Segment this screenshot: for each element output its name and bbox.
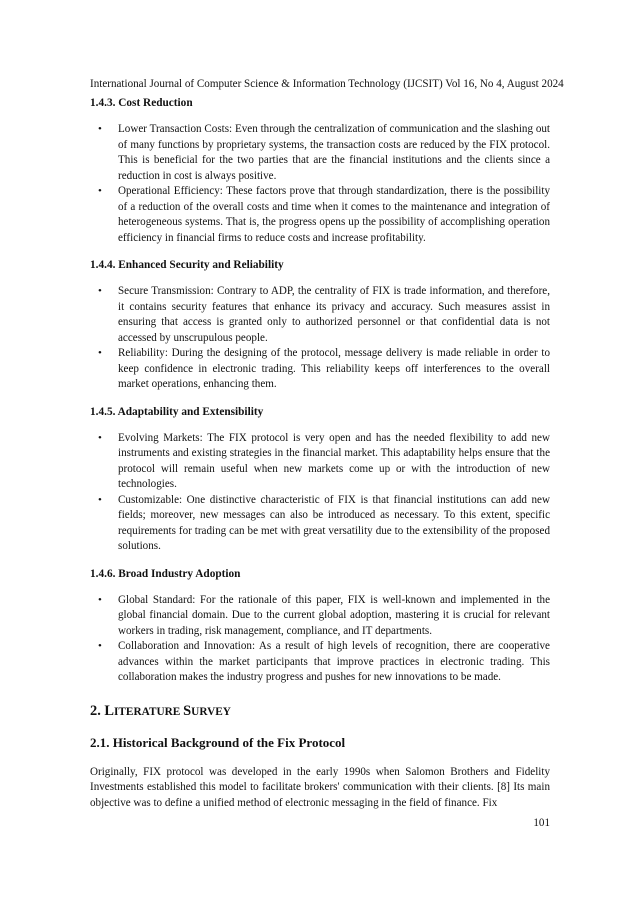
subsection-heading-1-4-5: 1.4.5. Adaptability and Extensibility [90, 405, 264, 418]
subsection-heading-1-4-3: 1.4.3. Cost Reduction [90, 97, 193, 109]
bullet-dot-icon: • [98, 593, 102, 606]
subsection-heading-1-4-4: 1.4.4. Enhanced Security and Reliability [90, 259, 284, 271]
list-item-text: Global Standard: For the rationale of this paper, FIX is well-known and implemented in the global financial domain. Due to the current global adoption, mastering it is crucial for relevant workers in trading, risk management, compliance, and IT departments. [118, 593, 550, 637]
bullet-dot-icon: • [98, 493, 102, 506]
bullet-list-1-4-6 [90, 593, 550, 686]
list-item [90, 184, 550, 246]
bullet-dot-icon: • [98, 185, 102, 197]
section-title-smallcaps: URVEY [191, 705, 231, 718]
list-item [90, 284, 550, 346]
list-item-text: Reliability: During the designing of the protocol, message delivery is made reliable in order to keep confidence in electronic trading. This reliability keeps off interferences to the overall market operations, enhancing them. [118, 347, 550, 390]
section-title-initial: L [104, 702, 114, 719]
bullet-dot-icon: • [98, 431, 102, 444]
section-number: 2. [90, 702, 105, 719]
list-item-text: Customizable: One distinctive characteristic of FIX is that financial institutions can add new fields; moreover, new messages can also be introduced as necessary. To this extent, specific requirements for trading can be met with great versatility due to the extensibility of the proposed solutions. [118, 493, 550, 552]
list-item [90, 122, 550, 184]
list-item-text: Collaboration and Innovation: As a result of high levels of recognition, there are cooperative advances within the market participants that improve practices in electronic trading. This collaboration makes the industry progress and pushes for new innovations to be made. [118, 640, 550, 683]
page-number: 101 [533, 817, 550, 829]
list-item [90, 493, 550, 555]
body-paragraph: Originally, FIX protocol was developed in the early 1990s when Salomon Brothers and Fidelity Investments established this model to facilitate brokers' communication with their clients. [8] Its main objective was to define a unified method of electronic messaging in the field of finance. Fix [90, 765, 550, 809]
list-item-text: Lower Transaction Costs: Even through the centralization of communication and the slashing out of many functions by proprietary systems, the transaction costs are reduced by the FIX protocol. This is beneficial for the two parties that are the financial institutions and the clients since a reduction in cost is always positive. [118, 123, 550, 182]
list-item-text: Operational Efficiency: These factors prove that through standardization, there is the possibility of a reduction of the overall costs and time when it comes to the maintenance and integration of heterogeneous systems. That is, the progress opens up the possibility of accomplishing operation efficiency in financial firms to reduce costs and increase profitability. [118, 185, 550, 244]
subsection-heading-2-1: 2.1. Historical Background of the Fix Protocol [90, 734, 346, 750]
running-header: International Journal of Computer Science & Information Technology (IJCSIT) Vol 16, No 4, August 2024 [90, 78, 564, 90]
list-item [90, 639, 550, 686]
list-item [90, 431, 550, 493]
page-content [90, 96, 550, 811]
bullet-list-1-4-3 [90, 122, 550, 246]
bullet-dot-icon: • [98, 285, 102, 297]
section-title-smallcaps: ITERATURE [114, 705, 184, 718]
bullet-list-1-4-5 [90, 431, 550, 555]
bullet-list-1-4-4 [90, 284, 550, 393]
list-item-text: Secure Transmission: Contrary to ADP, the centrality of FIX is trade information, and therefore, it contains security features that enhance its privacy and accuracy. Such measures assist in ensuring that access is granted only to authorized personnel or that confidential data is not accessed by unscrupulous people. [118, 285, 550, 344]
list-item [90, 346, 550, 393]
bullet-dot-icon: • [98, 640, 102, 652]
section-heading-literature-survey [90, 702, 550, 721]
bullet-dot-icon: • [98, 347, 102, 359]
list-item-text: Evolving Markets: The FIX protocol is very open and has the needed flexibility to add new instruments and existing strategies in the financial market. This adaptability helps ensure that the protocol will remain useful when new markets come up or with the introduction of new technologies. [118, 431, 550, 490]
subsection-heading-1-4-6: 1.4.6. Broad Industry Adoption [90, 567, 241, 580]
section-title-initial: S [183, 702, 192, 719]
list-item [90, 593, 550, 640]
bullet-dot-icon: • [98, 123, 102, 135]
